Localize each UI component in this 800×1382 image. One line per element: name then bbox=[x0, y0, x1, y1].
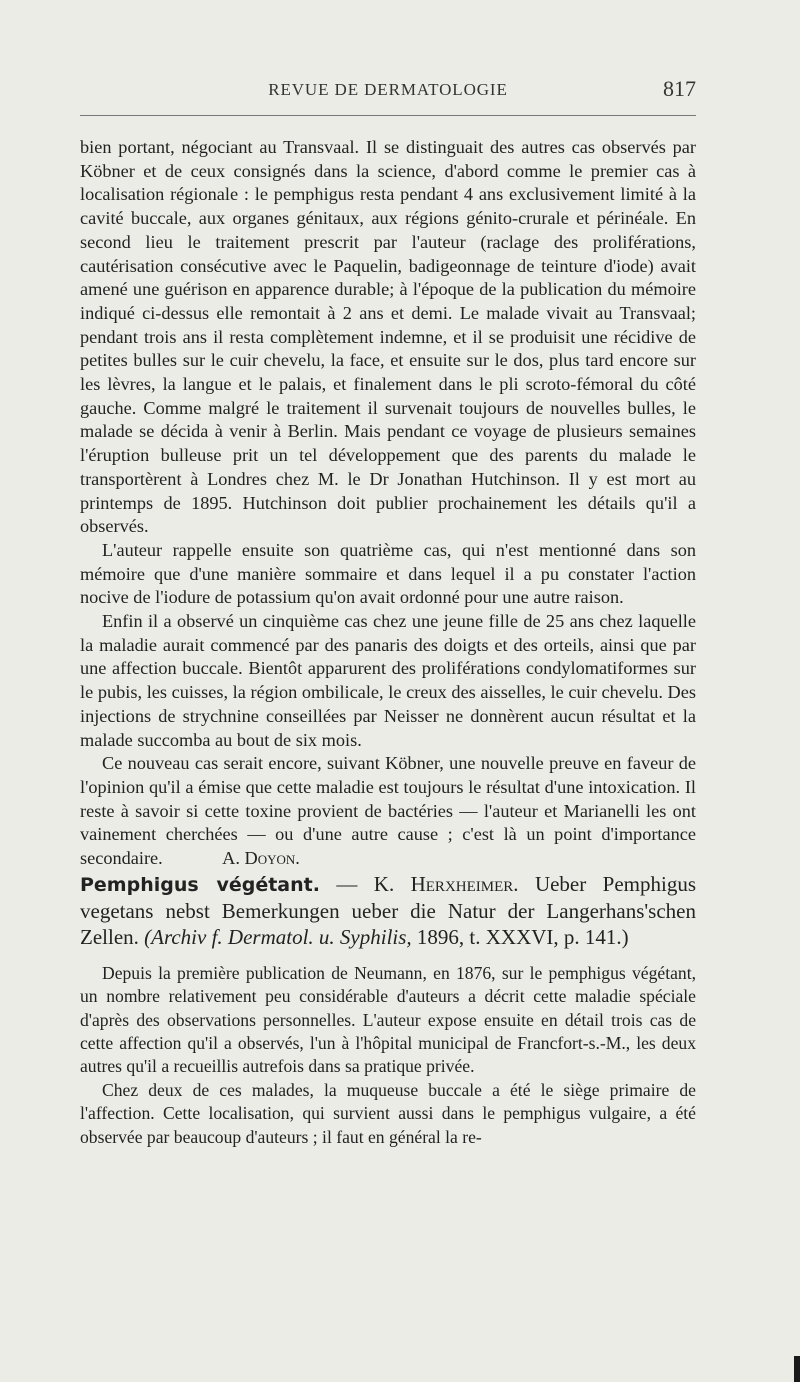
text-column bbox=[80, 136, 696, 1149]
paragraph: L'auteur rappelle ensuite son quatrième cas, qui n'est mentionné dans son mémoire que d'une manière sommaire et dans lequel il a pu constater l'action nocive de l'iodure de potassium qu'on avait ordonné pour une autre raison. bbox=[80, 539, 696, 608]
paragraph-continued: bien portant, négociant au Transvaal. Il se distinguait des autres cas observés par Köbner et de ceux consignés dans la science, d'abord comme le premier cas à localisation régionale : le pemphigus resta pendant 4 ans exclusivement limité à la cavité buccale, aux organes génitaux, aux régions génito-crurale et périnéale. En second lieu le traitement prescrit par l'auteur (raclage des proliférations, cautérisation consécutive avec le Paquelin, badigeonnage de teinture d'iode) avait amené une guérison en apparence durable; à l'époque de la publication du mémoire indiqué ci-dessus elle remontait à 2 ans et demi. Le malade vivait au Transvaal; pendant trois ans il resta complètement indemne, et il se produisit une récidive de petites bulles sur le cuir chevelu, la face, et ensuite sur le dos, plus tard encore sur les lèvres, la langue et le palais, et finalement dans le pli scroto-fémoral du côté gauche. Comme malgré le traitement il survenait toujours de nouvelles bulles, le malade se décida à venir à Berlin. Mais pendant ce voyage de plusieurs semaines l'éruption bulleuse prit un tel développement que des parents du malade le transportèrent à Londres chez M. le Dr Jonathan Hutchinson. Il y est mort au printemps de 1895. Hutchinson doit publier prochainement les détails qu'il a observés. bbox=[80, 137, 696, 537]
paragraph bbox=[80, 752, 696, 871]
article-title: Pemphigus végétant. bbox=[80, 873, 320, 896]
source-journal: (Archiv f. Dermatol. u. Syphilis, bbox=[144, 924, 412, 949]
paragraph: Depuis la première publication de Neumann, en 1876, sur le pemphigus végétant, un nombre relativement peu considérable d'auteurs a décrit cette maladie spéciale d'après des observations personnelles. L'auteur expose ensuite en détail trois cas de cette affection qu'il a observés, l'un à l'hôpital municipal de Francfort-s.-M., les deux autres qu'il a recueillis autrefois dans sa pratique privée. bbox=[80, 962, 696, 1077]
article-heading bbox=[80, 871, 696, 950]
article-author: K. Herxheimer. bbox=[373, 871, 519, 896]
article-body bbox=[80, 962, 696, 1149]
page-number: 817 bbox=[663, 76, 696, 101]
scan-edge-mark bbox=[794, 1356, 800, 1382]
header-rule bbox=[80, 115, 696, 116]
source-details: 1896, t. XXXVI, p. 141.) bbox=[411, 924, 629, 949]
signature: A. Doyon. bbox=[222, 848, 300, 869]
heading-dash: — bbox=[319, 871, 374, 896]
paragraph: Chez deux de ces malades, la muqueuse buccale a été le siège primaire de l'affection. Cette localisation, qui survient aussi dans le pemphigus vulgaire, a été observée par beaucoup d'auteurs ; il faut en général la re- bbox=[80, 1079, 696, 1147]
running-head: REVUE DE DERMATOLOGIE bbox=[268, 80, 508, 99]
paragraph-text: Ce nouveau cas serait encore, suivant Köbner, une nouvelle preuve en faveur de l'opinion qu'il a émise que cette maladie est toujours le résultat d'une intoxication. Il reste à savoir si cette toxine provient de bactéries — l'auteur et Marianelli les ont vainement cherchées — ou d'une autre cause ; c'est là un point d'importance secondaire. bbox=[80, 753, 696, 869]
page-header bbox=[80, 76, 696, 110]
paragraph: Enfin il a observé un cinquième cas chez une jeune fille de 25 ans chez laquelle la maladie aurait commencé par des panaris des doigts et des orteils, ainsi que par une affection buccale. Bientôt apparurent des proliférations condylomatiformes sur le pubis, les cuisses, la région ombilicale, le creux des aisselles, le cuir chevelu. Des injections de strychnine conseillées par Neisser ne donnèrent aucun résultat et la malade succomba au bout de six mois. bbox=[80, 611, 696, 750]
german-title: Ueber Pemphigus vegetans nebst Bemerkungen ueber die Natur der Langerhans'schen Zellen. bbox=[80, 871, 696, 949]
